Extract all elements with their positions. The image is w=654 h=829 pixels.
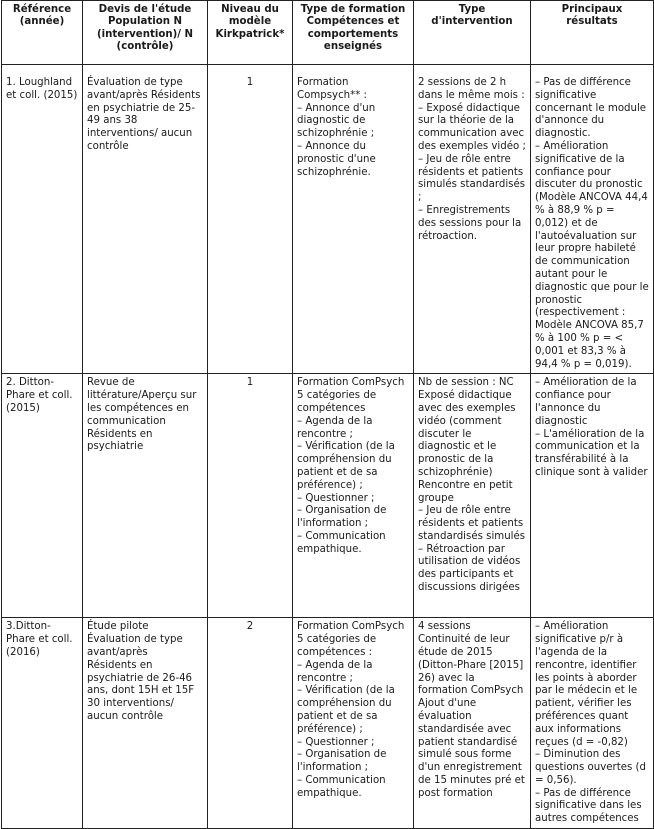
cell-line: – Vérification (de la compréhension du patient et de sa préférence) ; — [297, 685, 399, 735]
cell-formation — [293, 374, 414, 618]
cell-line: 5 catégories de compétences : — [297, 634, 380, 658]
header-formation: Type de formation Compétences et comportements enseignés — [293, 1, 414, 65]
cell-intervention — [414, 374, 531, 618]
cell-line: – Jeu de rôle entre résidents et patients simulés standardisés ; — [418, 153, 529, 204]
cell-niveau — [208, 65, 293, 374]
cell-line: – Enregistrements des sessions pour la rétroaction. — [418, 204, 525, 242]
cell-line: – Questionner ; — [297, 492, 375, 504]
cell-line: 1 — [246, 77, 254, 88]
cell-line: Formation Compsych** : — [297, 77, 367, 101]
header-reference: Référence (année) — [2, 1, 83, 65]
cell-line: – Organisation de l'information ; — [297, 505, 390, 530]
cell-line: 1. Loughland et coll. (2015) — [6, 77, 78, 101]
cell-reference — [2, 374, 83, 618]
cell-line: – Questionner ; — [297, 736, 375, 748]
header-intervention: Type d'intervention — [414, 1, 531, 65]
cell-reference — [2, 618, 83, 829]
cell-line: – Annonce du pronostic d'une schizophrénie. — [297, 140, 380, 178]
cell-devis — [83, 374, 208, 618]
cell-line: 30 interventions/ aucun contrôle — [87, 698, 178, 722]
cell-line: – Amélioration significative p/r à l'agenda de la rencontre, identifier les points à aborder par le médecin et le patient, vérifier les préférences quant aux informations reçues (d = -0,82) — [535, 621, 641, 748]
cell-line: – Pas de différence significative dans les autres compétences — [535, 787, 645, 825]
cell-line: 3.Ditton-Phare et coll. (2016) — [6, 621, 76, 658]
cell-line: – Annonce d'un diagnostic de schizophrénie ; — [297, 102, 379, 140]
cell-line: – Agenda de la rencontre ; — [297, 415, 376, 440]
cell-line: 1 — [246, 377, 254, 389]
cell-line: 2 sessions de 2 h dans le même mois : — [418, 77, 525, 101]
cell-line: Évaluation de type avant/après Résidents en psychiatrie de 25-49 ans 38 interventions/ aucun contrôle — [87, 77, 204, 152]
cell-line: 2. Ditton-Phare et coll. (2015) — [6, 377, 76, 414]
header-devis: Devis de l'étude Population N (intervention)/ N (contrôle) — [83, 1, 208, 65]
cell-devis — [83, 65, 208, 374]
cell-line: – Communication empathique. — [297, 774, 389, 799]
cell-line: Ajout d'une évaluation standardisée avec patient standardisé simulé sous forme d'un enregistrement de 15 minutes pré et post formation — [418, 698, 529, 799]
cell-line: – Vérification (de la compréhension du patient et de sa préférence) ; — [297, 441, 399, 491]
cell-line: Rencontre en petit groupe — [418, 479, 516, 504]
results-table — [1, 0, 654, 829]
cell-line: – Pas de différence significative concernant le module d'annonce du diagnostic. — [535, 77, 650, 140]
cell-niveau — [208, 374, 293, 618]
cell-line: – Amélioration de la confiance pour l'annonce du diagnostic — [535, 377, 640, 427]
cell-line: – Jeu de rôle entre résidents et patients standardisés simulés — [418, 505, 527, 542]
cell-line: – Communication empathique. — [297, 530, 389, 555]
cell-line: Revue de littérature/Aperçu sur les compétences en communication Résidents en psychiatrie — [87, 377, 200, 453]
table-row — [2, 374, 654, 618]
cell-line: Formation ComPsych — [297, 377, 405, 389]
cell-intervention — [414, 65, 531, 374]
cell-formation — [293, 618, 414, 829]
cell-devis — [83, 618, 208, 829]
cell-line: 2 — [246, 621, 254, 633]
cell-line: Continuité de leur étude de 2015 (Ditton-Phare [2015] 26) avec la formation ComPsych — [418, 634, 527, 697]
table-row — [2, 618, 654, 829]
header-row — [2, 1, 654, 65]
cell-line: Exposé didactique avec des exemples vidéo (comment discuter le diagnostic et le pronostic de la schizophrénie) — [418, 390, 519, 478]
cell-line: – L'amélioration de la communication et la transférabilité à la clinique sont à valider — [535, 428, 648, 478]
cell-line: Résidents en psychiatrie de 26-46 ans, dont 15H et 15F — [87, 659, 196, 697]
cell-resultats — [531, 65, 654, 374]
cell-resultats — [531, 374, 654, 618]
header-niveau: Niveau du modèle Kirkpatrick* — [208, 1, 293, 65]
header-resultats: Principaux résultats — [531, 1, 654, 65]
cell-line: – Rétroaction par utilisation de vidéos des participants et discussions dirigées — [418, 543, 524, 594]
cell-intervention — [414, 618, 531, 829]
cell-line: 5 catégories de compétences — [297, 390, 380, 414]
cell-line: – Exposé didactique sur la théorie de la communication avec des exemples vidéo ; — [418, 102, 528, 152]
cell-line: Évaluation de type avant/après — [87, 634, 186, 658]
cell-reference — [2, 65, 83, 374]
cell-resultats — [531, 618, 654, 829]
cell-line: Nb de session : NC — [418, 377, 514, 389]
cell-line: – Amélioration significative de la confiance pour discuter du pronostic (Modèle ANCOVA 44,4 % à 88,9 % p = 0,012) et de l'autoévaluation sur leur propre habileté de communication autant pour le diagnostic que pour le pronostic (respectivement : Modèle ANCOVA 85,7 % à 100 % p = < 0,001 et 83,3 % à 94,4 % p = 0,019). — [535, 140, 653, 370]
cell-line: – Diminution des questions ouvertes (d = 0,56). — [535, 749, 650, 786]
cell-niveau — [208, 618, 293, 829]
cell-line: 4 sessions — [418, 621, 471, 633]
table-row — [2, 65, 654, 374]
cell-line: Formation ComPsych — [297, 621, 405, 633]
cell-line: – Agenda de la rencontre ; — [297, 659, 376, 684]
cell-formation — [293, 65, 414, 374]
cell-line: Étude pilote — [87, 621, 149, 633]
cell-line: – Organisation de l'information ; — [297, 749, 390, 774]
